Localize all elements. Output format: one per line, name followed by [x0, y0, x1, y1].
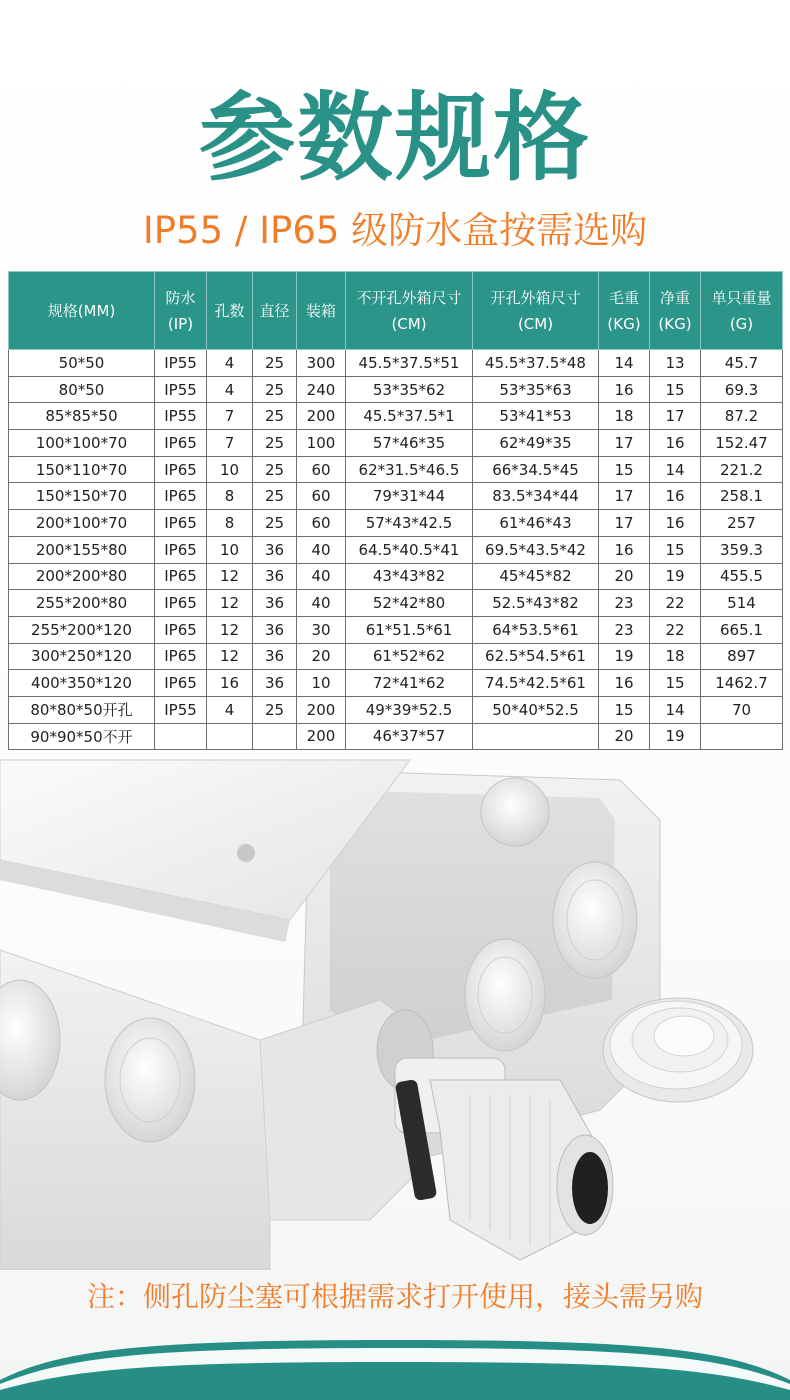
table-cell: IP65: [155, 483, 207, 510]
table-cell: 90*90*50不开: [9, 723, 155, 750]
table-cell: 36: [253, 536, 297, 563]
table-cell: 16: [650, 430, 701, 457]
table-cell: 25: [253, 456, 297, 483]
header-cell: [473, 272, 599, 350]
table-row: [9, 376, 783, 403]
header-unit: (CM): [517, 314, 554, 333]
table-cell: IP55: [155, 376, 207, 403]
table-row: [9, 643, 783, 670]
table-cell: IP65: [155, 430, 207, 457]
table-cell: 15: [650, 670, 701, 697]
table-cell: 19: [650, 563, 701, 590]
table-cell: 8: [207, 510, 253, 537]
table-cell: 46*37*57: [346, 723, 473, 750]
table-cell: 16: [207, 670, 253, 697]
table-cell: 25: [253, 696, 297, 723]
page-title: 参数规格: [199, 82, 591, 194]
table-cell: 62*49*35: [473, 430, 599, 457]
table-cell: 60: [297, 456, 346, 483]
table-cell: 17: [599, 430, 650, 457]
table-cell: 45*45*82: [473, 563, 599, 590]
table-cell: 7: [207, 403, 253, 430]
table-cell: 20: [599, 563, 650, 590]
table-cell: 200*100*70: [9, 510, 155, 537]
table-cell: 25: [253, 403, 297, 430]
table-cell: 40: [297, 563, 346, 590]
header-label: 毛重: [608, 288, 639, 307]
table-cell: 80*80*50开孔: [9, 696, 155, 723]
table-cell: IP65: [155, 590, 207, 617]
table-cell: 16: [599, 376, 650, 403]
footnote: 注：侧孔防尘塞可根据需求打开使用，接头需另购: [86, 1280, 703, 1313]
table-cell: 40: [297, 590, 346, 617]
header-cell: [207, 272, 253, 350]
table-cell: 60: [297, 510, 346, 537]
table-cell: 16: [650, 483, 701, 510]
spec-table-header-row: [9, 272, 783, 350]
table-cell: 258.1: [701, 483, 783, 510]
table-cell: 514: [701, 590, 783, 617]
header-label: 净重: [659, 288, 690, 307]
table-cell: 10: [297, 670, 346, 697]
table-cell: 17: [650, 403, 701, 430]
header-unit: (KG): [658, 314, 692, 333]
table-cell: 30: [297, 616, 346, 643]
header-label: 不开孔外箱尺寸: [356, 288, 462, 307]
table-cell: [473, 723, 599, 750]
table-row: [9, 483, 783, 510]
table-cell: IP65: [155, 510, 207, 537]
table-cell: 4: [207, 376, 253, 403]
table-row: [9, 590, 783, 617]
table-cell: 80*50: [9, 376, 155, 403]
table-cell: 455.5: [701, 563, 783, 590]
table-cell: 257: [701, 510, 783, 537]
table-cell: IP55: [155, 403, 207, 430]
table-cell: 45.7: [701, 350, 783, 377]
table-cell: 14: [650, 696, 701, 723]
table-cell: 49*39*52.5: [346, 696, 473, 723]
header-cell: [346, 272, 473, 350]
header-cell: [9, 272, 155, 350]
table-cell: 200*200*80: [9, 563, 155, 590]
table-cell: 100*100*70: [9, 430, 155, 457]
table-cell: 400*350*120: [9, 670, 155, 697]
table-cell: 4: [207, 350, 253, 377]
table-cell: 74.5*42.5*61: [473, 670, 599, 697]
header-cell: [297, 272, 346, 350]
table-cell: 85*85*50: [9, 403, 155, 430]
header-label: 防水: [165, 288, 196, 307]
header-unit: (IP): [167, 314, 194, 333]
table-cell: 23: [599, 616, 650, 643]
table-cell: 200: [297, 403, 346, 430]
bottom-wave-decoration: [0, 1320, 790, 1400]
header-cell: [253, 272, 297, 350]
table-cell: [701, 723, 783, 750]
table-cell: 25: [253, 430, 297, 457]
table-cell: 36: [253, 670, 297, 697]
table-cell: 62*31.5*46.5: [346, 456, 473, 483]
table-cell: 70: [701, 696, 783, 723]
table-cell: 665.1: [701, 616, 783, 643]
header-cell: [599, 272, 650, 350]
table-row: [9, 350, 783, 377]
table-cell: [155, 723, 207, 750]
table-cell: 57*43*42.5: [346, 510, 473, 537]
table-cell: 20: [297, 643, 346, 670]
header-label: 孔数: [214, 301, 245, 320]
table-cell: 300*250*120: [9, 643, 155, 670]
table-cell: 36: [253, 563, 297, 590]
table-cell: 255*200*80: [9, 590, 155, 617]
table-cell: 83.5*34*44: [473, 483, 599, 510]
table-cell: 40: [297, 536, 346, 563]
table-cell: 15: [650, 536, 701, 563]
table-cell: IP65: [155, 670, 207, 697]
table-cell: 15: [599, 456, 650, 483]
table-cell: 17: [599, 483, 650, 510]
table-cell: 15: [599, 696, 650, 723]
table-cell: 150*150*70: [9, 483, 155, 510]
table-cell: 50*50: [9, 350, 155, 377]
table-cell: 50*40*52.5: [473, 696, 599, 723]
table-cell: 10: [207, 456, 253, 483]
spec-table: [8, 271, 783, 750]
table-cell: 53*35*62: [346, 376, 473, 403]
table-cell: 53*41*53: [473, 403, 599, 430]
table-cell: 12: [207, 590, 253, 617]
table-cell: 13: [650, 350, 701, 377]
table-cell: IP55: [155, 696, 207, 723]
table-cell: 12: [207, 643, 253, 670]
table-cell: 61*51.5*61: [346, 616, 473, 643]
table-cell: IP65: [155, 643, 207, 670]
table-cell: 18: [599, 403, 650, 430]
table-cell: 359.3: [701, 536, 783, 563]
page-subtitle: IP55 / IP65 级防水盒按需选购: [142, 209, 648, 252]
table-cell: [253, 723, 297, 750]
table-cell: 22: [650, 590, 701, 617]
table-cell: 12: [207, 616, 253, 643]
table-cell: 19: [650, 723, 701, 750]
table-cell: 61*46*43: [473, 510, 599, 537]
table-row: [9, 616, 783, 643]
header-cell: [650, 272, 701, 350]
table-cell: 36: [253, 590, 297, 617]
table-row: [9, 563, 783, 590]
table-cell: 152.47: [701, 430, 783, 457]
table-cell: 25: [253, 350, 297, 377]
table-cell: IP65: [155, 616, 207, 643]
table-cell: 14: [599, 350, 650, 377]
header-label: 装箱: [305, 301, 336, 320]
table-cell: 17: [599, 510, 650, 537]
header-unit: (CM): [391, 314, 427, 333]
table-cell: 57*46*35: [346, 430, 473, 457]
table-row: [9, 670, 783, 697]
table-cell: 150*110*70: [9, 456, 155, 483]
header-label: 直径: [259, 301, 290, 320]
product-photo: [0, 750, 790, 1270]
header-unit: (KG): [607, 314, 641, 333]
table-cell: 221.2: [701, 456, 783, 483]
table-cell: 25: [253, 376, 297, 403]
table-cell: 19: [599, 643, 650, 670]
table-cell: 300: [297, 350, 346, 377]
table-row: [9, 456, 783, 483]
table-cell: 43*43*82: [346, 563, 473, 590]
table-row: [9, 696, 783, 723]
table-row: [9, 430, 783, 457]
header-cell: [155, 272, 207, 350]
table-cell: 69.3: [701, 376, 783, 403]
table-cell: 100: [297, 430, 346, 457]
table-cell: 200*155*80: [9, 536, 155, 563]
table-cell: 25: [253, 510, 297, 537]
table-cell: 16: [599, 536, 650, 563]
table-row: [9, 403, 783, 430]
table-cell: IP55: [155, 350, 207, 377]
table-cell: 60: [297, 483, 346, 510]
header-label: 规格(MM): [47, 301, 116, 320]
table-cell: 36: [253, 616, 297, 643]
table-cell: 15: [650, 376, 701, 403]
table-cell: 16: [650, 510, 701, 537]
table-cell: 36: [253, 643, 297, 670]
table-cell: 240: [297, 376, 346, 403]
table-cell: 52.5*43*82: [473, 590, 599, 617]
table-cell: 14: [650, 456, 701, 483]
header-cell: [701, 272, 783, 350]
table-cell: 62.5*54.5*61: [473, 643, 599, 670]
table-cell: 22: [650, 616, 701, 643]
table-cell: 79*31*44: [346, 483, 473, 510]
table-cell: 87.2: [701, 403, 783, 430]
table-cell: 255*200*120: [9, 616, 155, 643]
table-cell: 64.5*40.5*41: [346, 536, 473, 563]
table-cell: IP65: [155, 563, 207, 590]
table-cell: [207, 723, 253, 750]
table-cell: 897: [701, 643, 783, 670]
table-cell: 23: [599, 590, 650, 617]
table-cell: IP65: [155, 536, 207, 563]
table-cell: 7: [207, 430, 253, 457]
table-cell: 64*53.5*61: [473, 616, 599, 643]
header-label: 单只重量: [711, 288, 772, 307]
spec-table-body: [9, 350, 783, 750]
table-cell: 200: [297, 723, 346, 750]
table-cell: 8: [207, 483, 253, 510]
table-cell: 200: [297, 696, 346, 723]
header-unit: (G): [729, 314, 754, 333]
table-cell: 12: [207, 563, 253, 590]
table-cell: 10: [207, 536, 253, 563]
table-cell: 53*35*63: [473, 376, 599, 403]
table-cell: 16: [599, 670, 650, 697]
table-cell: 52*42*80: [346, 590, 473, 617]
table-cell: 4: [207, 696, 253, 723]
table-cell: 45.5*37.5*51: [346, 350, 473, 377]
table-row: [9, 536, 783, 563]
table-cell: 69.5*43.5*42: [473, 536, 599, 563]
header-label: 开孔外箱尺寸: [490, 288, 581, 307]
table-cell: IP65: [155, 456, 207, 483]
table-cell: 20: [599, 723, 650, 750]
table-cell: 61*52*62: [346, 643, 473, 670]
table-cell: 72*41*62: [346, 670, 473, 697]
table-cell: 45.5*37.5*1: [346, 403, 473, 430]
table-cell: 25: [253, 483, 297, 510]
table-row: [9, 723, 783, 750]
table-row: [9, 510, 783, 537]
table-cell: 45.5*37.5*48: [473, 350, 599, 377]
table-cell: 66*34.5*45: [473, 456, 599, 483]
table-cell: 1462.7: [701, 670, 783, 697]
table-cell: 18: [650, 643, 701, 670]
